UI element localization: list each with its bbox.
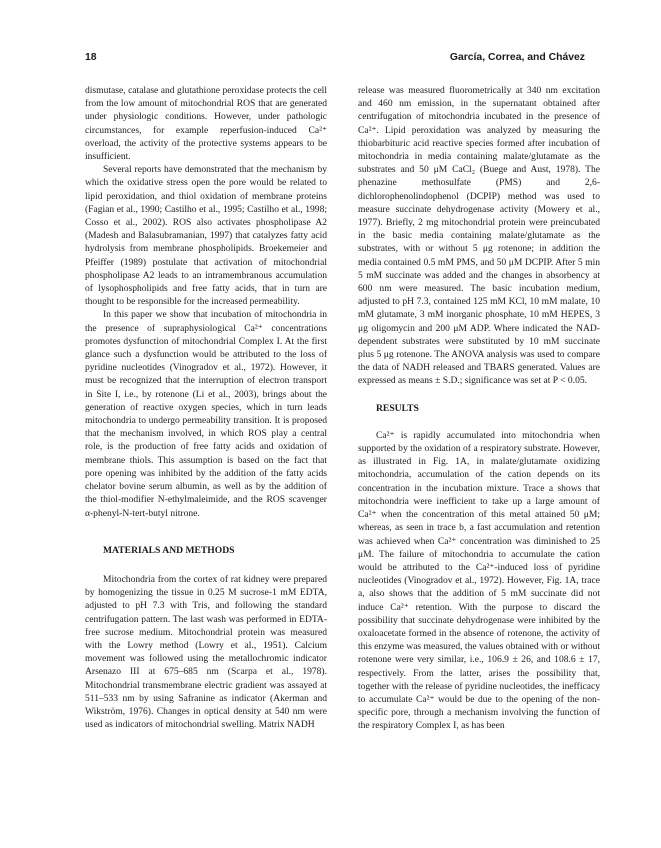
- paragraph-methods-continued: release was measured fluorometrically at 340 nm excitation and 460 nm emission, in the supernatant obtained after centrifugation of mitochondria incubated in the presence of Ca²⁺. Lipid peroxidation was analyzed by measuring the thiobarbituric acid reactive species formed after incubation of mitochondria in media containing malate/glutamate as the substrates and 50 μM CaCl₂ (Buege and Aust, 1978). The phenazine methosulfate (PMS) and 2,6-dichlorophenolindophenol (DCPIP) method was used to measure succinate dehydrogenase activity (Mowery et al., 1977). Briefly, 2 mg mitochondrial protein were preincubated in the basic media containing malate/glutamate as the substrates, with or without 5 μg rotenone; in addition the media contained 0.5 mM PMS, and 50 μM DCPIP. After 5 min 5 mM succinate was added and the changes in absorbency at 600 nm were measured. The basic incubation medium, adjusted to pH 7.3, contained 125 mM KCl, 10 mM malate, 10 mM glutamate, 3 mM inorganic phosphate, 10 mM HEPES, 3 μg oligomycin and 200 μM ADP. Where indicated the NAD-dependent substrates were substituted by 10 mM succinate plus 5 μg rotenone. The ANOVA analysis was used to compare the data of NADH released and TBARS generated. Values are expressed as means ± S.D.; significance was set at P < 0.05.: [358, 85, 600, 387]
- left-column: [85, 84, 327, 731]
- right-column: [358, 84, 600, 733]
- running-header: [85, 52, 585, 68]
- section-heading-results: RESULTS: [376, 402, 419, 414]
- running-head-authors: García, Correa, and Chávez: [449, 52, 585, 63]
- paragraph-results: Ca²⁺ is rapidly accumulated into mitochondria when supported by the oxidation of a respiratory substrate. However, as illustrated in Fig. 1A, in malate/glutamate oxidizing mitochondria, accumulation of the cation depends on its concentration in the incubation mixture. Trace a shows that mitochondria were inefficient to take up a large amount of Ca²⁺ when the concentration of this metal attained 50 μM; whereas, as seen in trace b, a fast accumulation and retention was achieved when Ca²⁺ concentration was diminished to 25 μM. The failure of mitochondria to accumulate the cation would be attributed to the Ca²⁺-induced loss of pyridine nucleotides (Vinogradov et al., 1972). However, Fig. 1A, trace a, also shows that the addition of 5 mM succinate did not induce Ca²⁺ retention. With the purpose to discard the possibility that succinate dehydrogenase were inhibited by the oxaloacetate formed in the absence of rotenone, the activity of this enzyme was measured, the values obtained with or without rotenone were very similar, i.e., 106.9 ± 26, and 108.6 ± 17, respectively. From the latter, arises the possibility that, together with the release of pyridine nucleotides, the inefficacy to accumulate Ca²⁺ would be due to the opening of the non-specific pore, through a mechanism involving the function of the respiratory Complex I, as has been: [358, 429, 600, 732]
- paragraph-methods: Mitochondria from the cortex of rat kidney were prepared by homogenizing the tissue in 0.25 M sucrose-1 mM EDTA, adjusted to pH 7.3 with Tris, and following the standard centrifugation pattern. The last wash was performed in EDTA-free sucrose medium. Mitochondrial protein was measured with the Lowry method (Lowry et al., 1951). Calcium movement was followed using the metallochromic indicator Arsenazo III at 675–685 nm (Scarpa et al., 1978). Mitochondrial transmembrane electric gradient was assayed at 511–533 nm by using Safranine as indicator (Akerman and Wikström, 1976). Changes in optical density at 540 nm were used as indicators of mitochondrial swelling. Matrix NADH: [85, 573, 327, 731]
- section-heading-materials-methods: MATERIALS AND METHODS: [103, 544, 235, 556]
- paragraph-oxidative-stress: Several reports have demonstrated that the mechanism by which the oxidative stress open the pore would be related to lipid peroxidation, and thiol oxidation of membrane proteins (Fagian et al., 1990; Castilho et al., 1995; Castilho et al., 1998; Cosso et al., 2002). ROS also activates phospholipase A2 (Madesh and Balasubramanian, 1997) that catalyzes fatty acid hydrolysis from membrane phospholipids. Broekemeier and Pfeiffer (1989) postulate that activation of mitochondrial phospholipase A2 leads to an intramembranous accumulation of lysophospholipids and free fatty acids, that in turn are thought to be responsible for the increased permeability.: [85, 164, 327, 308]
- page-number: 18: [85, 52, 97, 63]
- paragraph-study-aim: In this paper we show that incubation of mitochondria in the presence of supraphysiological Ca²⁺ concentrations promotes dysfunction of mitochondrial Complex I. At the first glance such a dysfunction would be attributed to the loss of pyridine nucleotides (Vinogradov et al., 1972). However, it must be recognized that the interruption of electron transport in Site I, i.e., by rotenone (Li et al., 2003), brings about the generation of reactive oxygen species, which in turn leads mitochondria to undergo permeability transition. It is proposed that the mechanism involved, in which ROS play a central role, is the production of free fatty acids and oxidation of membrane thiols. This assumption is based on the fact that pore opening was inhibited by the addition of the fatty acids chelator bovine serum albumin, as well as by the addition of the thiol-modifier N-ethylmaleimide, and the ROS scavenger α-phenyl-N-tert-butyl nitrone.: [85, 309, 327, 519]
- paragraph-antioxidant-defense: dismutase, catalase and glutathione peroxidase protects the cell from the low amount of mitochondrial ROS that are generated under physiologic conditions. However, under pathologic circumstances, for example reperfusion-induced Ca²⁺ overload, the activity of the protective systems appears to be insufficient.: [85, 85, 327, 163]
